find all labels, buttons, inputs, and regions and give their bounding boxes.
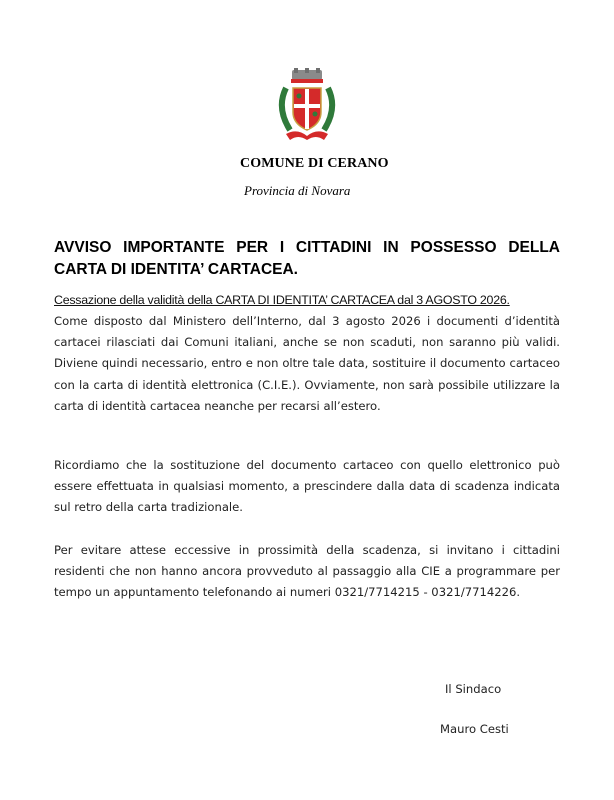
municipality-name: COMUNE DI CERANO <box>240 156 389 171</box>
province-name: Provincia di Novara <box>244 183 351 198</box>
notice-title <box>54 237 560 281</box>
notice-title-line-2: CARTA DI IDENTITA’ CARTACEA. <box>54 261 298 278</box>
signature-name: Mauro Cesti <box>440 722 509 736</box>
notice-paragraph: Come disposto dal Ministero dell’Interno, dal 3 agosto 2026 i documenti d’identità cartacei rilasciati dai Comuni italiani, anche se non scaduti, non saranno più validi. Diviene quindi necessario, entro e non oltre tale data, sostituire il documento cartaceo con la carta di identità elettronica (C.I.E.). Ovviamente, non sarà possibile utilizzare la carta di identità cartacea neanche per recarsi all’estero. <box>54 314 560 413</box>
notice-paragraph: Ricordiamo che la sostituzione del documento cartaceo con quello elettronico può essere effettuata in qualsiasi momento, a prescindere dalla data di scadenza indicata sul retro della carta tradizionale. <box>54 458 560 515</box>
municipal-crest-logo <box>272 68 342 144</box>
notice-subtitle: Cessazione della validità della CARTA DI IDENTITA’ CARTACEA dal 3 AGOSTO 2026. <box>54 293 510 307</box>
notice-title-line-1: AVVISO IMPORTANTE PER I CITTADINI IN POSSESSO DELLA <box>54 239 560 256</box>
notice-paragraph: Per evitare attese eccessive in prossimità della scadenza, si invitano i cittadini residenti che non hanno ancora provveduto al passaggio alla CIE a programmare per tempo un appuntamento telefonando ai numeri 0321/7714215 - 0321/7714226. <box>54 543 560 600</box>
signature-role: Il Sindaco <box>445 682 502 696</box>
